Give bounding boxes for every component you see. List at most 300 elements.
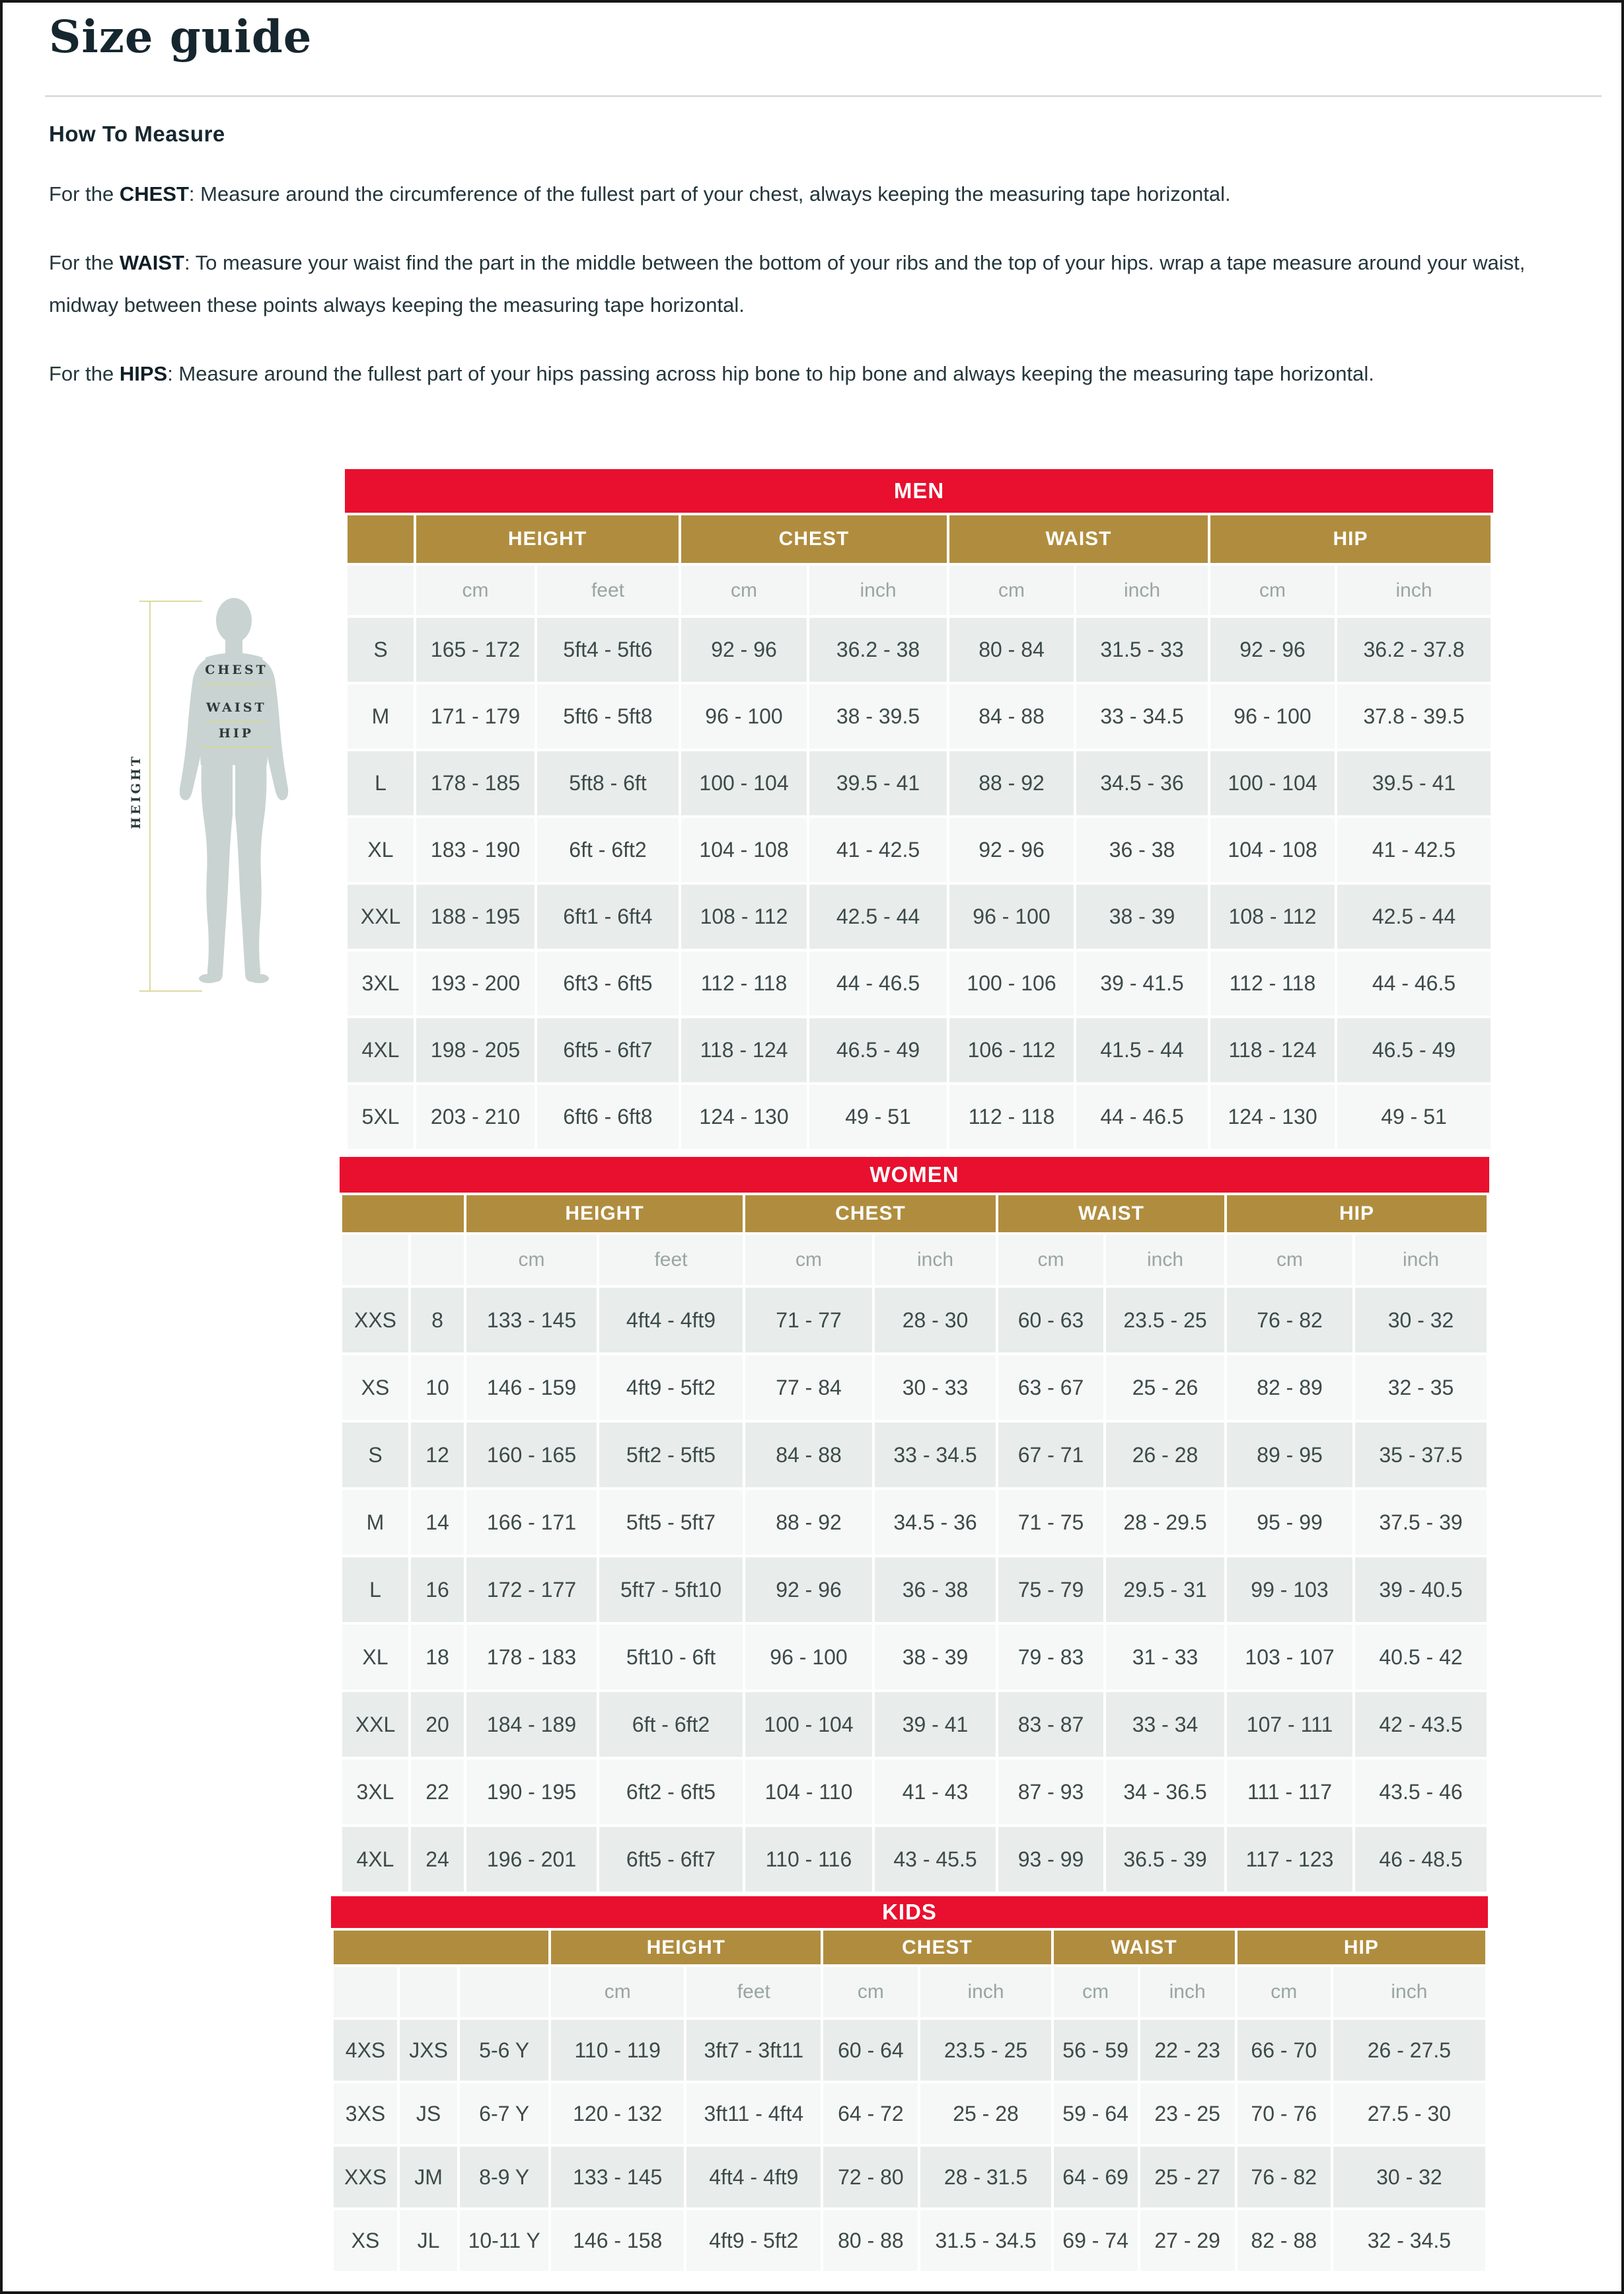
value-cell: 5ft6 - 5ft8 bbox=[537, 684, 679, 749]
value-cell: 80 - 88 bbox=[823, 2210, 918, 2271]
value-cell: 100 - 106 bbox=[949, 951, 1074, 1016]
value-cell: 42.5 - 44 bbox=[1337, 885, 1491, 949]
unit-label: cm bbox=[1237, 1967, 1331, 2017]
value-cell: 36 - 38 bbox=[875, 1557, 996, 1622]
value-cell: 88 - 92 bbox=[949, 751, 1074, 815]
value-cell: 82 - 89 bbox=[1227, 1355, 1352, 1420]
gold-spacer-cell bbox=[334, 1931, 548, 1964]
body-silhouette bbox=[171, 597, 297, 993]
silhouette-right-foot bbox=[249, 974, 269, 983]
kids-row-XXS bbox=[334, 2147, 1485, 2207]
value-cell: 46.5 - 49 bbox=[1337, 1018, 1491, 1082]
value-cell: 32 - 35 bbox=[1355, 1355, 1487, 1420]
value-cell: 120 - 132 bbox=[551, 2083, 684, 2144]
men-row-L bbox=[348, 751, 1491, 815]
value-cell: 88 - 92 bbox=[745, 1490, 872, 1555]
value-cell: 108 - 112 bbox=[681, 885, 807, 949]
value-cell: 27 - 29 bbox=[1140, 2210, 1235, 2271]
section-header-hip: HIP bbox=[1227, 1195, 1487, 1232]
value-cell: 31 - 33 bbox=[1106, 1625, 1224, 1689]
section-header-hip: HIP bbox=[1210, 515, 1491, 563]
value-cell: 82 - 88 bbox=[1237, 2210, 1331, 2271]
value-cell: 41 - 42.5 bbox=[809, 818, 947, 882]
value-cell: 92 - 96 bbox=[681, 618, 807, 682]
value-cell: 39.5 - 41 bbox=[809, 751, 947, 815]
unit-label: cm bbox=[681, 566, 807, 615]
value-cell: 99 - 103 bbox=[1227, 1557, 1352, 1622]
height-bottom-cap bbox=[139, 990, 202, 992]
gold-spacer-cell bbox=[342, 1195, 464, 1232]
value-cell: 26 - 28 bbox=[1106, 1423, 1224, 1487]
gold-spacer-cell bbox=[348, 515, 414, 563]
value-cell: 43.5 - 46 bbox=[1355, 1759, 1487, 1824]
silhouette-left-leg bbox=[202, 763, 233, 982]
size-cell: XXS bbox=[342, 1288, 408, 1352]
value-cell: 4ft4 - 4ft9 bbox=[599, 1288, 743, 1352]
value-cell: 28 - 29.5 bbox=[1106, 1490, 1224, 1555]
value-cell: 33 - 34 bbox=[1106, 1692, 1224, 1757]
value-cell: 23.5 - 25 bbox=[1106, 1288, 1224, 1352]
value-cell: 33 - 34.5 bbox=[875, 1423, 996, 1487]
unit-label: cm bbox=[823, 1967, 918, 2017]
value-cell: 133 - 145 bbox=[551, 2147, 684, 2207]
value-cell: 5ft10 - 6ft bbox=[599, 1625, 743, 1689]
section-header-chest: CHEST bbox=[681, 515, 947, 563]
size-cell: 10-11 Y bbox=[460, 2210, 548, 2271]
value-cell: 84 - 88 bbox=[745, 1423, 872, 1487]
value-cell: 43 - 45.5 bbox=[875, 1827, 996, 1892]
women-row-XL bbox=[342, 1625, 1487, 1689]
value-cell: 89 - 95 bbox=[1227, 1423, 1352, 1487]
value-cell: 34.5 - 36 bbox=[875, 1490, 996, 1555]
value-cell: 165 - 172 bbox=[416, 618, 535, 682]
value-cell: 100 - 104 bbox=[681, 751, 807, 815]
section-header-chest: CHEST bbox=[745, 1195, 996, 1232]
size-cell: L bbox=[342, 1557, 408, 1622]
value-cell: 76 - 82 bbox=[1227, 1288, 1352, 1352]
kids-row-3XS bbox=[334, 2083, 1485, 2144]
unit-label: cm bbox=[1054, 1967, 1138, 2017]
value-cell: 23 - 25 bbox=[1140, 2083, 1235, 2144]
value-cell: 124 - 130 bbox=[681, 1085, 807, 1149]
value-cell: 146 - 159 bbox=[466, 1355, 597, 1420]
unit-label: cm bbox=[1227, 1235, 1352, 1285]
unit-label: cm bbox=[1210, 566, 1335, 615]
value-cell: 117 - 123 bbox=[1227, 1827, 1352, 1892]
size-cell: 8-9 Y bbox=[460, 2147, 548, 2207]
size-cell: 3XS bbox=[334, 2083, 397, 2144]
value-cell: 118 - 124 bbox=[681, 1018, 807, 1082]
value-cell: 39 - 40.5 bbox=[1355, 1557, 1487, 1622]
value-cell: 4ft4 - 4ft9 bbox=[686, 2147, 821, 2207]
value-cell: 112 - 118 bbox=[1210, 951, 1335, 1016]
value-cell: 69 - 74 bbox=[1054, 2210, 1138, 2271]
value-cell: 49 - 51 bbox=[1337, 1085, 1491, 1149]
hips-paragraph: For the HIPS: Measure around the fullest part of your hips passing across hip bone to hip bone and always keeping the measuring tape horizontal. bbox=[49, 362, 1374, 385]
size-cell: L bbox=[348, 751, 414, 815]
value-cell: 60 - 63 bbox=[998, 1288, 1103, 1352]
unit-label: cm bbox=[466, 1235, 597, 1285]
value-cell: 30 - 33 bbox=[875, 1355, 996, 1420]
women-table-title-band: WOMEN bbox=[340, 1157, 1489, 1193]
section-header-waist: WAIST bbox=[949, 515, 1208, 563]
women-row-XXL bbox=[342, 1692, 1487, 1757]
men-row-5XL bbox=[348, 1085, 1491, 1149]
size-cell: XS bbox=[334, 2210, 397, 2271]
size-cell: 12 bbox=[411, 1423, 464, 1487]
value-cell: 34.5 - 36 bbox=[1076, 751, 1208, 815]
size-cell: 3XL bbox=[342, 1759, 408, 1824]
value-cell: 49 - 51 bbox=[809, 1085, 947, 1149]
unit-label: feet bbox=[686, 1967, 821, 2017]
value-cell: 6ft3 - 6ft5 bbox=[537, 951, 679, 1016]
units-spacer-cell bbox=[411, 1235, 464, 1285]
value-cell: 56 - 59 bbox=[1054, 2020, 1138, 2081]
value-cell: 72 - 80 bbox=[823, 2147, 918, 2207]
value-cell: 92 - 96 bbox=[745, 1557, 872, 1622]
value-cell: 107 - 111 bbox=[1227, 1692, 1352, 1757]
value-cell: 25 - 27 bbox=[1140, 2147, 1235, 2207]
men-table-title-band: MEN bbox=[345, 469, 1493, 513]
unit-label: inch bbox=[1106, 1235, 1224, 1285]
value-cell: 23.5 - 25 bbox=[920, 2020, 1051, 2081]
value-cell: 6ft2 - 6ft5 bbox=[599, 1759, 743, 1824]
value-cell: 64 - 72 bbox=[823, 2083, 918, 2144]
value-cell: 95 - 99 bbox=[1227, 1490, 1352, 1555]
value-cell: 36.2 - 38 bbox=[809, 618, 947, 682]
value-cell: 124 - 130 bbox=[1210, 1085, 1335, 1149]
value-cell: 6ft6 - 6ft8 bbox=[537, 1085, 679, 1149]
size-cell: JL bbox=[400, 2210, 457, 2271]
value-cell: 71 - 77 bbox=[745, 1288, 872, 1352]
height-measure-line bbox=[149, 601, 151, 992]
size-cell: M bbox=[342, 1490, 408, 1555]
women-row-3XL bbox=[342, 1759, 1487, 1824]
value-cell: 39 - 41.5 bbox=[1076, 951, 1208, 1016]
value-cell: 75 - 79 bbox=[998, 1557, 1103, 1622]
size-cell: 20 bbox=[411, 1692, 464, 1757]
unit-label: feet bbox=[599, 1235, 743, 1285]
value-cell: 42 - 43.5 bbox=[1355, 1692, 1487, 1757]
size-cell: JM bbox=[400, 2147, 457, 2207]
chest-paragraph: For the CHEST: Measure around the circumference of the fullest part of your chest, always keeping the measuring tape horizontal. bbox=[49, 182, 1231, 205]
unit-label: inch bbox=[920, 1967, 1051, 2017]
value-cell: 104 - 108 bbox=[1210, 818, 1335, 882]
value-cell: 87 - 93 bbox=[998, 1759, 1103, 1824]
value-cell: 133 - 145 bbox=[466, 1288, 597, 1352]
value-cell: 67 - 71 bbox=[998, 1423, 1103, 1487]
units-spacer-cell bbox=[342, 1235, 408, 1285]
value-cell: 42.5 - 44 bbox=[809, 885, 947, 949]
waist-paragraph: For the WAIST: To measure your waist find the part in the middle between the bottom of your ribs and the top of your hips. wrap a tape measure around your waist, midway between these points always keeping the measuring tape horizontal. bbox=[49, 251, 1526, 316]
size-cell: 3XL bbox=[348, 951, 414, 1016]
value-cell: 60 - 64 bbox=[823, 2020, 918, 2081]
value-cell: 30 - 32 bbox=[1355, 1288, 1487, 1352]
value-cell: 6ft5 - 6ft7 bbox=[537, 1018, 679, 1082]
size-cell: 4XS bbox=[334, 2020, 397, 2081]
kids-row-4XS bbox=[334, 2020, 1485, 2081]
value-cell: 36 - 38 bbox=[1076, 818, 1208, 882]
section-header-height: HEIGHT bbox=[551, 1931, 821, 1964]
size-cell: JS bbox=[400, 2083, 457, 2144]
value-cell: 33 - 34.5 bbox=[1076, 684, 1208, 749]
men-row-3XL bbox=[348, 951, 1491, 1016]
value-cell: 104 - 110 bbox=[745, 1759, 872, 1824]
value-cell: 84 - 88 bbox=[949, 684, 1074, 749]
women-size-table bbox=[340, 1157, 1489, 1894]
value-cell: 25 - 26 bbox=[1106, 1355, 1224, 1420]
value-cell: 37.5 - 39 bbox=[1355, 1490, 1487, 1555]
unit-label: inch bbox=[1140, 1967, 1235, 2017]
value-cell: 6ft - 6ft2 bbox=[537, 818, 679, 882]
value-cell: 41.5 - 44 bbox=[1076, 1018, 1208, 1082]
value-cell: 5ft8 - 6ft bbox=[537, 751, 679, 815]
women-row-M bbox=[342, 1490, 1487, 1555]
value-cell: 80 - 84 bbox=[949, 618, 1074, 682]
size-cell: XS bbox=[342, 1355, 408, 1420]
value-cell: 93 - 99 bbox=[998, 1827, 1103, 1892]
value-cell: 4ft9 - 5ft2 bbox=[599, 1355, 743, 1420]
value-cell: 32 - 34.5 bbox=[1333, 2210, 1485, 2271]
size-cell: 24 bbox=[411, 1827, 464, 1892]
unit-label: cm bbox=[949, 566, 1074, 615]
size-cell: 10 bbox=[411, 1355, 464, 1420]
value-cell: 172 - 177 bbox=[466, 1557, 597, 1622]
kids-row-XS bbox=[334, 2210, 1485, 2271]
chest-label: CHEST bbox=[205, 663, 268, 677]
value-cell: 5ft7 - 5ft10 bbox=[599, 1557, 743, 1622]
men-row-4XL bbox=[348, 1018, 1491, 1082]
value-cell: 6ft - 6ft2 bbox=[599, 1692, 743, 1757]
silhouette-left-foot bbox=[199, 974, 219, 983]
value-cell: 146 - 158 bbox=[551, 2210, 684, 2271]
women-row-4XL bbox=[342, 1827, 1487, 1892]
women-row-XXS bbox=[342, 1288, 1487, 1352]
value-cell: 22 - 23 bbox=[1140, 2020, 1235, 2081]
measure-instructions bbox=[49, 173, 1595, 422]
value-cell: 30 - 32 bbox=[1333, 2147, 1485, 2207]
value-cell: 39 - 41 bbox=[875, 1692, 996, 1757]
value-cell: 76 - 82 bbox=[1237, 2147, 1331, 2207]
value-cell: 166 - 171 bbox=[466, 1490, 597, 1555]
section-header-height: HEIGHT bbox=[466, 1195, 743, 1232]
value-cell: 59 - 64 bbox=[1054, 2083, 1138, 2144]
value-cell: 178 - 183 bbox=[466, 1625, 597, 1689]
hip-label: HIP bbox=[218, 726, 254, 741]
value-cell: 31.5 - 34.5 bbox=[920, 2210, 1051, 2271]
size-cell: XL bbox=[342, 1625, 408, 1689]
value-cell: 92 - 96 bbox=[949, 818, 1074, 882]
size-cell: XXS bbox=[334, 2147, 397, 2207]
men-row-S bbox=[348, 618, 1491, 682]
value-cell: 27.5 - 30 bbox=[1333, 2083, 1485, 2144]
value-cell: 96 - 100 bbox=[745, 1625, 872, 1689]
value-cell: 5ft2 - 5ft5 bbox=[599, 1423, 743, 1487]
height-label: HEIGHT bbox=[129, 754, 143, 829]
value-cell: 44 - 46.5 bbox=[1337, 951, 1491, 1016]
value-cell: 37.8 - 39.5 bbox=[1337, 684, 1491, 749]
value-cell: 193 - 200 bbox=[416, 951, 535, 1016]
value-cell: 46.5 - 49 bbox=[809, 1018, 947, 1082]
unit-label: inch bbox=[1355, 1235, 1487, 1285]
size-cell: 4XL bbox=[348, 1018, 414, 1082]
value-cell: 183 - 190 bbox=[416, 818, 535, 882]
value-cell: 118 - 124 bbox=[1210, 1018, 1335, 1082]
size-cell: S bbox=[342, 1423, 408, 1487]
value-cell: 3ft7 - 3ft11 bbox=[686, 2020, 821, 2081]
units-spacer-cell bbox=[400, 1967, 457, 2017]
value-cell: 63 - 67 bbox=[998, 1355, 1103, 1420]
value-cell: 5ft4 - 5ft6 bbox=[537, 618, 679, 682]
value-cell: 38 - 39 bbox=[875, 1625, 996, 1689]
size-cell: 6-7 Y bbox=[460, 2083, 548, 2144]
value-cell: 96 - 100 bbox=[949, 885, 1074, 949]
section-header-waist: WAIST bbox=[998, 1195, 1224, 1232]
unit-label: inch bbox=[809, 566, 947, 615]
hips-term: HIPS bbox=[119, 362, 168, 385]
value-cell: 100 - 104 bbox=[745, 1692, 872, 1757]
value-cell: 110 - 119 bbox=[551, 2020, 684, 2081]
men-row-XL bbox=[348, 818, 1491, 882]
men-row-XXL bbox=[348, 885, 1491, 949]
section-header-waist: WAIST bbox=[1054, 1931, 1235, 1964]
size-cell: 22 bbox=[411, 1759, 464, 1824]
value-cell: 36.2 - 37.8 bbox=[1337, 618, 1491, 682]
value-cell: 92 - 96 bbox=[1210, 618, 1335, 682]
value-cell: 29.5 - 31 bbox=[1106, 1557, 1224, 1622]
size-cell: 18 bbox=[411, 1625, 464, 1689]
women-row-XS bbox=[342, 1355, 1487, 1420]
size-cell: 14 bbox=[411, 1490, 464, 1555]
value-cell: 110 - 116 bbox=[745, 1827, 872, 1892]
how-to-measure-heading: How To Measure bbox=[49, 122, 225, 146]
value-cell: 103 - 107 bbox=[1227, 1625, 1352, 1689]
value-cell: 44 - 46.5 bbox=[809, 951, 947, 1016]
value-cell: 35 - 37.5 bbox=[1355, 1423, 1487, 1487]
size-cell: 8 bbox=[411, 1288, 464, 1352]
divider bbox=[45, 95, 1602, 97]
value-cell: 171 - 179 bbox=[416, 684, 535, 749]
value-cell: 64 - 69 bbox=[1054, 2147, 1138, 2207]
value-cell: 36.5 - 39 bbox=[1106, 1827, 1224, 1892]
value-cell: 184 - 189 bbox=[466, 1692, 597, 1757]
women-row-L bbox=[342, 1557, 1487, 1622]
size-cell: XL bbox=[348, 818, 414, 882]
value-cell: 41 - 42.5 bbox=[1337, 818, 1491, 882]
value-cell: 70 - 76 bbox=[1237, 2083, 1331, 2144]
men-size-table bbox=[345, 469, 1493, 1152]
value-cell: 77 - 84 bbox=[745, 1355, 872, 1420]
value-cell: 34 - 36.5 bbox=[1106, 1759, 1224, 1824]
chest-measure-line bbox=[203, 683, 270, 684]
value-cell: 4ft9 - 5ft2 bbox=[686, 2210, 821, 2271]
chest-term: CHEST bbox=[119, 182, 189, 205]
value-cell: 38 - 39 bbox=[1076, 885, 1208, 949]
kids-table-title-band: KIDS bbox=[331, 1896, 1488, 1928]
value-cell: 5ft5 - 5ft7 bbox=[599, 1490, 743, 1555]
unit-label: inch bbox=[875, 1235, 996, 1285]
value-cell: 190 - 195 bbox=[466, 1759, 597, 1824]
unit-label: inch bbox=[1076, 566, 1208, 615]
unit-label: cm bbox=[998, 1235, 1103, 1285]
size-cell: S bbox=[348, 618, 414, 682]
value-cell: 25 - 28 bbox=[920, 2083, 1051, 2144]
value-cell: 108 - 112 bbox=[1210, 885, 1335, 949]
waist-label: WAIST bbox=[206, 700, 267, 715]
value-cell: 96 - 100 bbox=[681, 684, 807, 749]
value-cell: 28 - 31.5 bbox=[920, 2147, 1051, 2207]
value-cell: 160 - 165 bbox=[466, 1423, 597, 1487]
value-cell: 44 - 46.5 bbox=[1076, 1085, 1208, 1149]
section-header-chest: CHEST bbox=[823, 1931, 1051, 1964]
value-cell: 198 - 205 bbox=[416, 1018, 535, 1082]
section-header-height: HEIGHT bbox=[416, 515, 679, 563]
value-cell: 178 - 185 bbox=[416, 751, 535, 815]
value-cell: 40.5 - 42 bbox=[1355, 1625, 1487, 1689]
value-cell: 46 - 48.5 bbox=[1355, 1827, 1487, 1892]
value-cell: 39.5 - 41 bbox=[1337, 751, 1491, 815]
value-cell: 196 - 201 bbox=[466, 1827, 597, 1892]
value-cell: 100 - 104 bbox=[1210, 751, 1335, 815]
silhouette-right-leg bbox=[235, 763, 267, 982]
unit-label: cm bbox=[551, 1967, 684, 2017]
waist-term: WAIST bbox=[119, 251, 184, 274]
value-cell: 111 - 117 bbox=[1227, 1759, 1352, 1824]
value-cell: 104 - 108 bbox=[681, 818, 807, 882]
unit-label: inch bbox=[1337, 566, 1491, 615]
unit-label: feet bbox=[537, 566, 679, 615]
value-cell: 3ft11 - 4ft4 bbox=[686, 2083, 821, 2144]
units-spacer-cell bbox=[348, 566, 414, 615]
size-cell: 5-6 Y bbox=[460, 2020, 548, 2081]
size-cell: M bbox=[348, 684, 414, 749]
value-cell: 112 - 118 bbox=[681, 951, 807, 1016]
value-cell: 79 - 83 bbox=[998, 1625, 1103, 1689]
value-cell: 203 - 210 bbox=[416, 1085, 535, 1149]
value-cell: 6ft1 - 6ft4 bbox=[537, 885, 679, 949]
size-cell: JXS bbox=[400, 2020, 457, 2081]
value-cell: 106 - 112 bbox=[949, 1018, 1074, 1082]
value-cell: 26 - 27.5 bbox=[1333, 2020, 1485, 2081]
value-cell: 6ft5 - 6ft7 bbox=[599, 1827, 743, 1892]
size-cell: 4XL bbox=[342, 1827, 408, 1892]
value-cell: 71 - 75 bbox=[998, 1490, 1103, 1555]
height-top-cap bbox=[139, 601, 202, 602]
value-cell: 188 - 195 bbox=[416, 885, 535, 949]
value-cell: 112 - 118 bbox=[949, 1085, 1074, 1149]
hip-measure-line bbox=[200, 747, 272, 748]
value-cell: 28 - 30 bbox=[875, 1288, 996, 1352]
unit-label: cm bbox=[745, 1235, 872, 1285]
units-spacer-cell bbox=[334, 1967, 397, 2017]
women-row-S bbox=[342, 1423, 1487, 1487]
units-spacer-cell bbox=[460, 1967, 548, 2017]
waist-measure-line bbox=[206, 721, 266, 722]
value-cell: 41 - 43 bbox=[875, 1759, 996, 1824]
unit-label: inch bbox=[1333, 1967, 1485, 2017]
value-cell: 96 - 100 bbox=[1210, 684, 1335, 749]
size-cell: 5XL bbox=[348, 1085, 414, 1149]
value-cell: 66 - 70 bbox=[1237, 2020, 1331, 2081]
men-row-M bbox=[348, 684, 1491, 749]
body-measurement-figure bbox=[108, 593, 326, 1006]
size-cell: XXL bbox=[348, 885, 414, 949]
size-cell: 16 bbox=[411, 1557, 464, 1622]
value-cell: 83 - 87 bbox=[998, 1692, 1103, 1757]
size-cell: XXL bbox=[342, 1692, 408, 1757]
value-cell: 31.5 - 33 bbox=[1076, 618, 1208, 682]
unit-label: cm bbox=[416, 566, 535, 615]
